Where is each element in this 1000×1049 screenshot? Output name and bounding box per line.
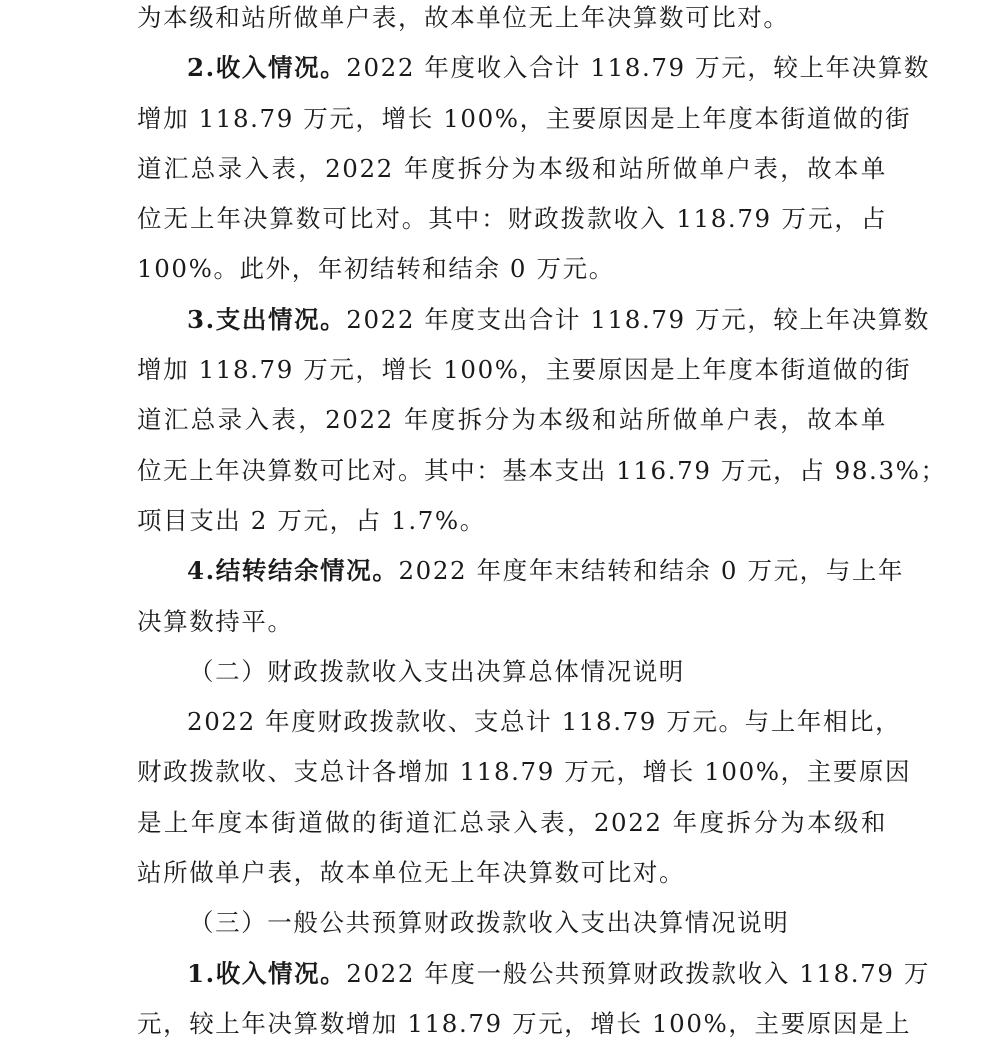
- paragraph-line: 道汇总录入表，2022 年度拆分为本级和站所做单户表，故本单: [137, 153, 887, 183]
- paragraph-line: 元，较上年决算数增加 118.79 万元，增长 100%，主要原因是上: [137, 1008, 912, 1038]
- income-section-heading-line: 2.收入情况。2022 年度收入合计 118.79 万元，较上年决算数: [187, 53, 931, 83]
- paragraph-line: 项目支出 2 万元，占 1.7%。: [137, 505, 486, 535]
- paragraph-line: 位无上年决算数可比对。其中：基本支出 116.79 万元，占 98.3%；: [137, 455, 947, 485]
- section-heading: 3.支出情况。: [187, 304, 347, 334]
- paragraph-line: 决算数持平。: [137, 606, 294, 636]
- paragraph-line: 增加 118.79 万元，增长 100%，主要原因是上年度本街道做的街: [137, 355, 912, 385]
- document-page: [137, 0, 947, 1049]
- subsection-title: （二）财政拨款收入支出决算总体情况说明: [189, 656, 685, 686]
- paragraph-line: 100%。此外，年初结转和结余 0 万元。: [137, 254, 615, 284]
- paragraph-line: 为本级和站所做单户表，故本单位无上年决算数可比对。: [137, 3, 790, 32]
- general-income-heading-line: 1.收入情况。2022 年度一般公共预算财政拨款收入 118.79 万: [187, 958, 931, 988]
- balance-section-heading-line: 4.结转结余情况。2022 年度年末结转和结余 0 万元，与上年: [187, 556, 905, 586]
- section-heading: 2.收入情况。: [187, 53, 347, 83]
- paragraph-line: 2022 年度财政拨款收、支总计 118.79 万元。与上年相比，: [187, 707, 902, 737]
- section-heading: 4.结转结余情况。: [187, 556, 399, 586]
- expense-section-heading-line: 3.支出情况。2022 年度支出合计 118.79 万元，较上年决算数: [187, 304, 931, 334]
- paragraph-line: 道汇总录入表，2022 年度拆分为本级和站所做单户表，故本单: [137, 405, 887, 435]
- paragraph-line: 是上年度本街道做的街道汇总录入表，2022 年度拆分为本级和: [137, 807, 887, 837]
- section-heading: 1.收入情况。: [187, 958, 347, 988]
- paragraph-line: 位无上年决算数可比对。其中：财政拨款收入 118.79 万元，占: [137, 204, 887, 234]
- paragraph-line: 站所做单户表，故本单位无上年决算数可比对。: [137, 858, 686, 888]
- paragraph-line: 增加 118.79 万元，增长 100%，主要原因是上年度本街道做的街: [137, 103, 912, 133]
- subsection-title: （三）一般公共预算财政拨款收入支出决算情况说明: [189, 908, 790, 938]
- paragraph-line: 财政拨款收、支总计各增加 118.79 万元，增长 100%，主要原因: [137, 757, 912, 787]
